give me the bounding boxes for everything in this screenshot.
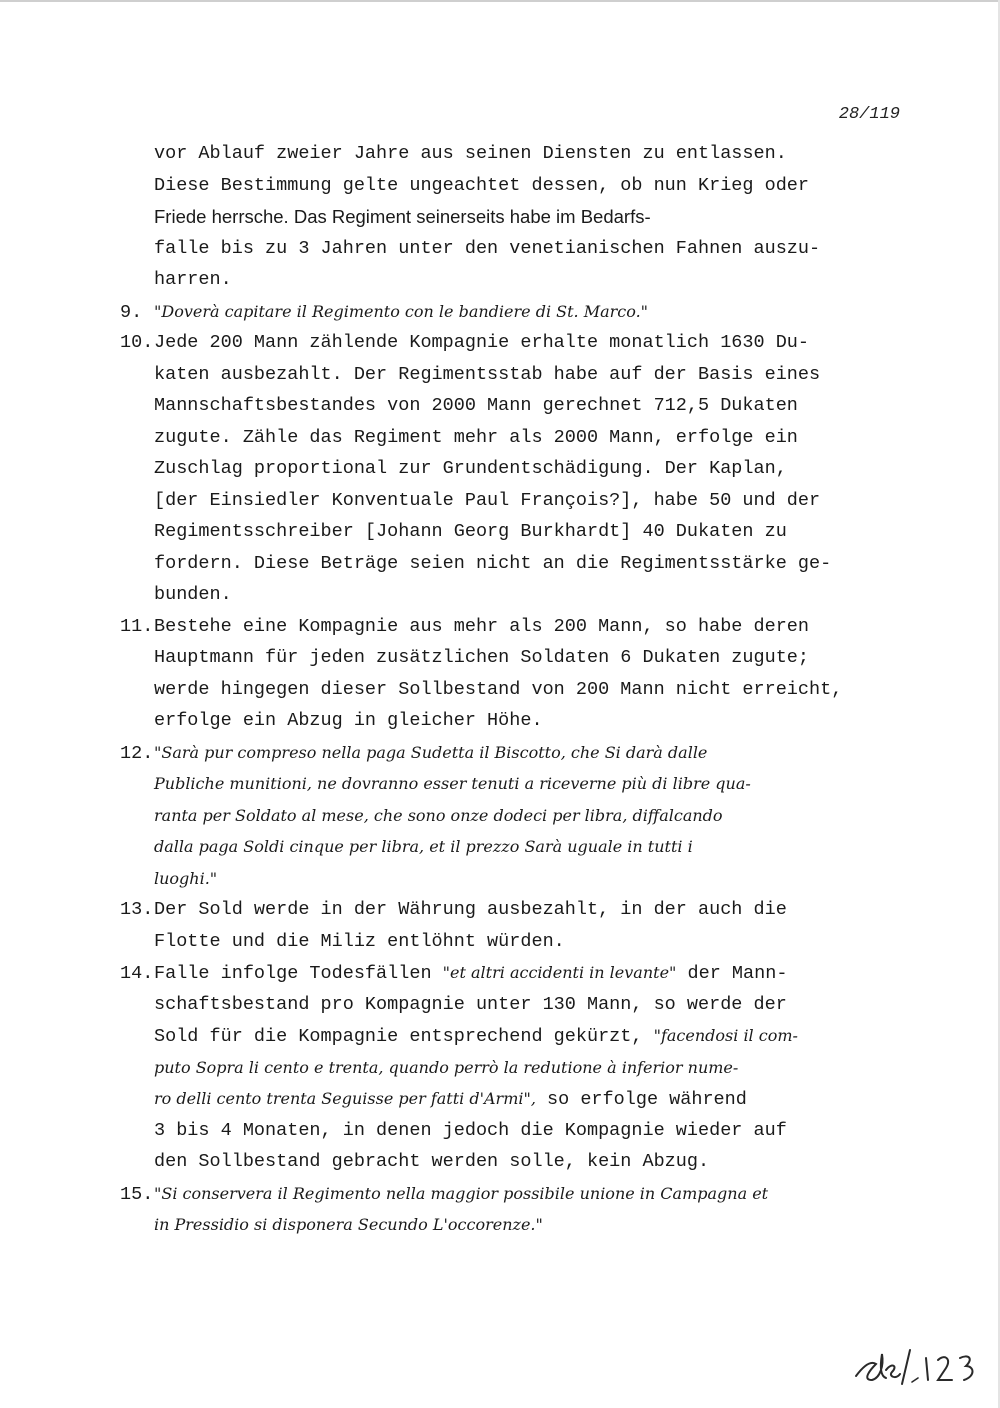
text-line [120, 1146, 900, 1178]
line-text: erfolge ein Abzug in gleicher Höhe. [154, 710, 543, 731]
item-number: 15. [120, 1183, 154, 1205]
text-line [120, 579, 900, 611]
text-line [120, 989, 900, 1021]
item-number: 10. [120, 332, 154, 353]
line-text: Diese Bestimmung gelte ungeachtet dessen, ob nun Krieg oder [154, 174, 810, 196]
line-text: puto Sopra li cento e trenta, quando perrò la redutione à inferior nume- [154, 1057, 739, 1077]
line-text: "Si conservera il Regimento nella maggior possibile unione in Campagna et [154, 1183, 769, 1203]
text-line [120, 359, 900, 391]
line-text: zugute. Zähle das Regiment mehr als 2000 Mann, erfolge ein [154, 426, 798, 448]
text-line [120, 642, 900, 674]
text-line [120, 831, 900, 863]
text-line [120, 1115, 900, 1147]
page-number: 28/119 [838, 105, 900, 124]
line-text: Regimentsschreiber [Johann Georg Burkhardt] 40 Dukaten zu [154, 521, 787, 542]
body-text [120, 138, 900, 1241]
line-text: Publiche munitioni, ne dovranno esser tenuti a riceverne più di libre qua- [154, 774, 751, 793]
text-line [120, 548, 900, 580]
italic-quote: "et altri accidenti in levante" [442, 963, 677, 982]
text-line [120, 264, 900, 296]
item-number: 12. [120, 742, 154, 764]
text-line [120, 516, 900, 548]
text-line [120, 957, 900, 989]
text-line [120, 1052, 900, 1084]
text-line [120, 422, 900, 454]
line-text: Flotte und die Miliz entlöhnt würden. [154, 930, 565, 952]
item-number: 11. [120, 615, 154, 637]
item-number: 14. [120, 963, 154, 984]
line-text-tail: so erfolge während [535, 1089, 747, 1110]
line-text: schaftsbestand pro Kompagnie unter 130 Mann, so werde der [154, 993, 787, 1015]
text-line [120, 926, 900, 958]
text-line [120, 201, 900, 233]
text-line [120, 1178, 900, 1210]
line-text: fordern. Diese Beträge seien nicht an die Regimentsstärke ge- [154, 552, 832, 574]
item-number: 13. [120, 899, 154, 920]
text-line [120, 327, 900, 359]
text-line [120, 485, 900, 517]
item-number: 9. [120, 301, 143, 323]
text-line [120, 1083, 900, 1115]
text-line [120, 611, 900, 643]
text-line [120, 138, 900, 170]
line-text: katen ausbezahlt. Der Regimentsstab habe auf der Basis eines [154, 363, 821, 385]
text-line [120, 1020, 900, 1052]
line-text: vor Ablauf zweier Jahre aus seinen Diensten zu entlassen. [154, 143, 787, 164]
line-text: Jede 200 Mann zählende Kompagnie erhalte monatlich 1630 Du- [154, 332, 810, 353]
text-line [120, 296, 900, 328]
line-text: harren. [154, 269, 232, 290]
line-text: Mannschaftsbestandes von 2000 Mann gerechnet 712,5 Dukaten [154, 395, 798, 416]
line-text: dalla paga Soldi cinque per libra, et il prezzo Sarà uguale in tutti i [154, 837, 693, 856]
line-text: Sold für die Kompagnie entsprechend gekürzt, [154, 1026, 654, 1047]
line-text: Friede herrsche. Das Regiment seinerseits habe im Bedarfs- [154, 206, 651, 227]
line-text: falle bis zu 3 Jahren unter den venetianischen Fahnen auszu- [154, 237, 821, 259]
line-text: Der Sold werde in der Währung ausbezahlt, in der auch die [154, 899, 787, 920]
text-line [120, 453, 900, 485]
line-text: den Sollbestand gebracht werden solle, kein Abzug. [154, 1151, 710, 1172]
text-line [120, 894, 900, 926]
text-line [120, 768, 900, 800]
line-text: in Pressidio si disponera Secundo L'occorenze." [154, 1215, 543, 1234]
line-text: 3 bis 4 Monaten, in denen jedoch die Kompagnie wieder auf [154, 1119, 787, 1141]
italic-quote: ro delli cento trenta Seguisse per fatti d'Armi", [154, 1089, 536, 1108]
line-text: werde hingegen dieser Sollbestand von 200 Mann nicht erreicht, [154, 678, 843, 700]
text-line [120, 674, 900, 706]
line-text: Bestehe eine Kompagnie aus mehr als 200 Mann, so habe deren [154, 615, 810, 637]
line-text: Zuschlag proportional zur Grundentschädigung. Der Kaplan, [154, 458, 787, 479]
line-text: [der Einsiedler Konventuale Paul François?], habe 50 und der [154, 489, 821, 511]
line-text: "Sarà pur compreso nella paga Sudetta il Biscotto, che Si darà dalle [154, 742, 708, 762]
line-text: luoghi." [154, 868, 218, 888]
text-line [120, 705, 900, 737]
scan-top-edge [0, 0, 1000, 2]
text-line [120, 170, 900, 202]
line-text: ranta per Soldato al mese, che sono onze dodeci per libra, diffalcando [154, 805, 723, 825]
text-line [120, 390, 900, 422]
line-text-tail: der Mann- [676, 963, 788, 984]
handwritten-folio-number [848, 1340, 988, 1390]
text-line [120, 863, 900, 895]
line-text: Falle infolge Todesfällen [154, 963, 443, 984]
text-line [120, 800, 900, 832]
text-line [120, 1209, 900, 1241]
text-line [120, 737, 900, 769]
line-text: "Doverà capitare il Regimento con le bandiere di St. Marco." [154, 301, 649, 321]
line-text: bunden. [154, 584, 232, 605]
text-line [120, 233, 900, 265]
line-text: Hauptmann für jeden zusätzlichen Soldaten 6 Dukaten zugute; [154, 647, 810, 668]
italic-quote: "facendosi il com- [653, 1026, 798, 1045]
